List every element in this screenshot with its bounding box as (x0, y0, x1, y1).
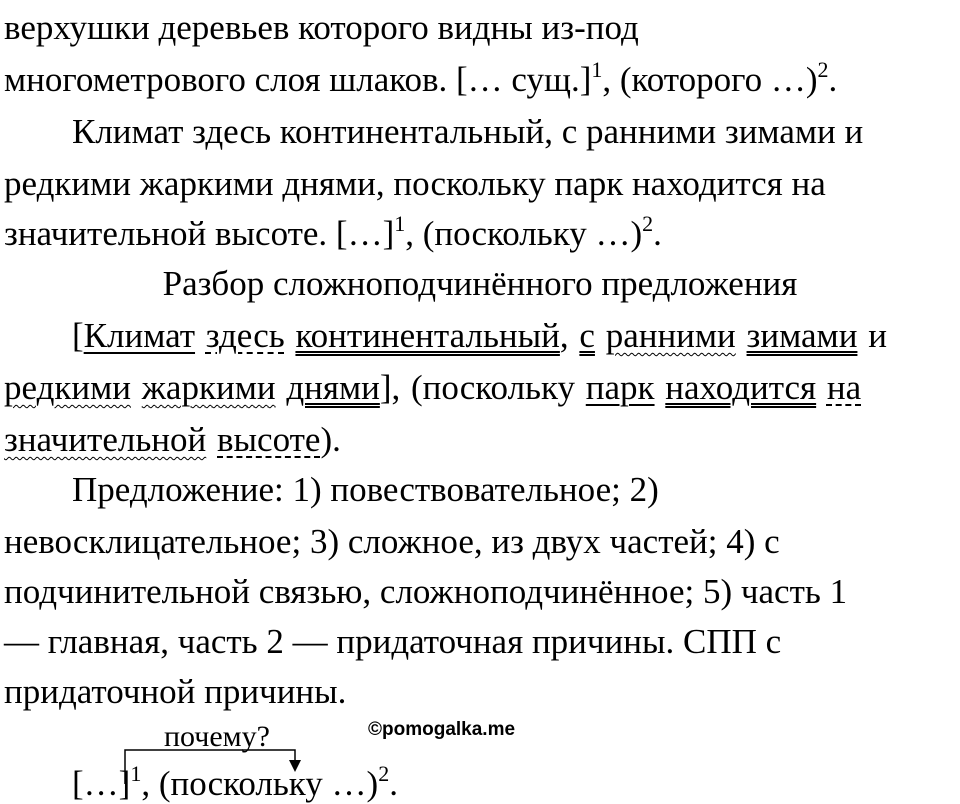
part-number: 2 (378, 761, 390, 786)
text: , (поскольку …) (405, 214, 643, 253)
text-line: — главная, часть 2 — придаточная причины. СПП с (4, 622, 782, 661)
text-line: подчинительной связью, сложноподчинённое; 5) часть 1 (4, 572, 848, 611)
part-number: 1 (591, 57, 603, 82)
part-number: 2 (817, 57, 829, 82)
adverbial-word: здесь (205, 316, 285, 355)
text: . (653, 214, 662, 253)
subject-word: парк (585, 368, 655, 407)
part-number: 1 (130, 761, 142, 786)
predicate-word: зимами (746, 316, 858, 355)
predicate-word: с (579, 316, 595, 355)
conjunction: и (868, 316, 887, 355)
text: ], (поскольку (379, 368, 576, 407)
text-line: редкими жаркими днями, поскольку парк находится на (4, 164, 826, 203)
adverbial-word: на (826, 368, 862, 407)
text-line: верхушки деревьев которого видны из-под (4, 8, 639, 47)
attribute-word: ранними (605, 316, 736, 355)
text: значительной высоте. […] (4, 214, 395, 253)
main-clause: […] (72, 764, 131, 803)
bracket: [ (72, 316, 84, 355)
subject-word: Климат (83, 316, 196, 355)
text-line: Климат здесь континентальный, с ранними зимами и (72, 112, 864, 151)
text-line: придаточной причины. (4, 672, 347, 711)
predicate-word: находится (665, 368, 817, 407)
attribute-word: значительной (4, 420, 207, 459)
text-line: невосклицательное; 3) сложное, из двух частей; 4) с (4, 522, 780, 561)
predicate-word: континентальный (295, 316, 560, 355)
part-number: 2 (642, 211, 654, 236)
subordinate-clause: , (поскольку …) (141, 764, 379, 803)
adverbial-word: высоте (217, 420, 321, 459)
part-number: 1 (394, 211, 406, 236)
attribute-word: редкими (4, 368, 131, 407)
watermark: ©pomogalka.me (368, 719, 516, 740)
scheme-line (72, 761, 398, 804)
text-line: Предложение: 1) повествовательное; 2) (72, 470, 659, 509)
text: многометрового слоя шлаков. [… сущ.] (4, 60, 592, 99)
comma: , (559, 316, 569, 355)
attribute-word: жаркими (141, 368, 276, 407)
scheme-question: почему? (164, 720, 270, 753)
text: , (которого …) (602, 60, 818, 99)
predicate-word: днями (286, 368, 380, 407)
text: ). (320, 420, 341, 459)
text: . (828, 60, 838, 99)
section-heading: Разбор сложноподчинённого предложения (162, 264, 798, 303)
text: . (389, 764, 398, 803)
